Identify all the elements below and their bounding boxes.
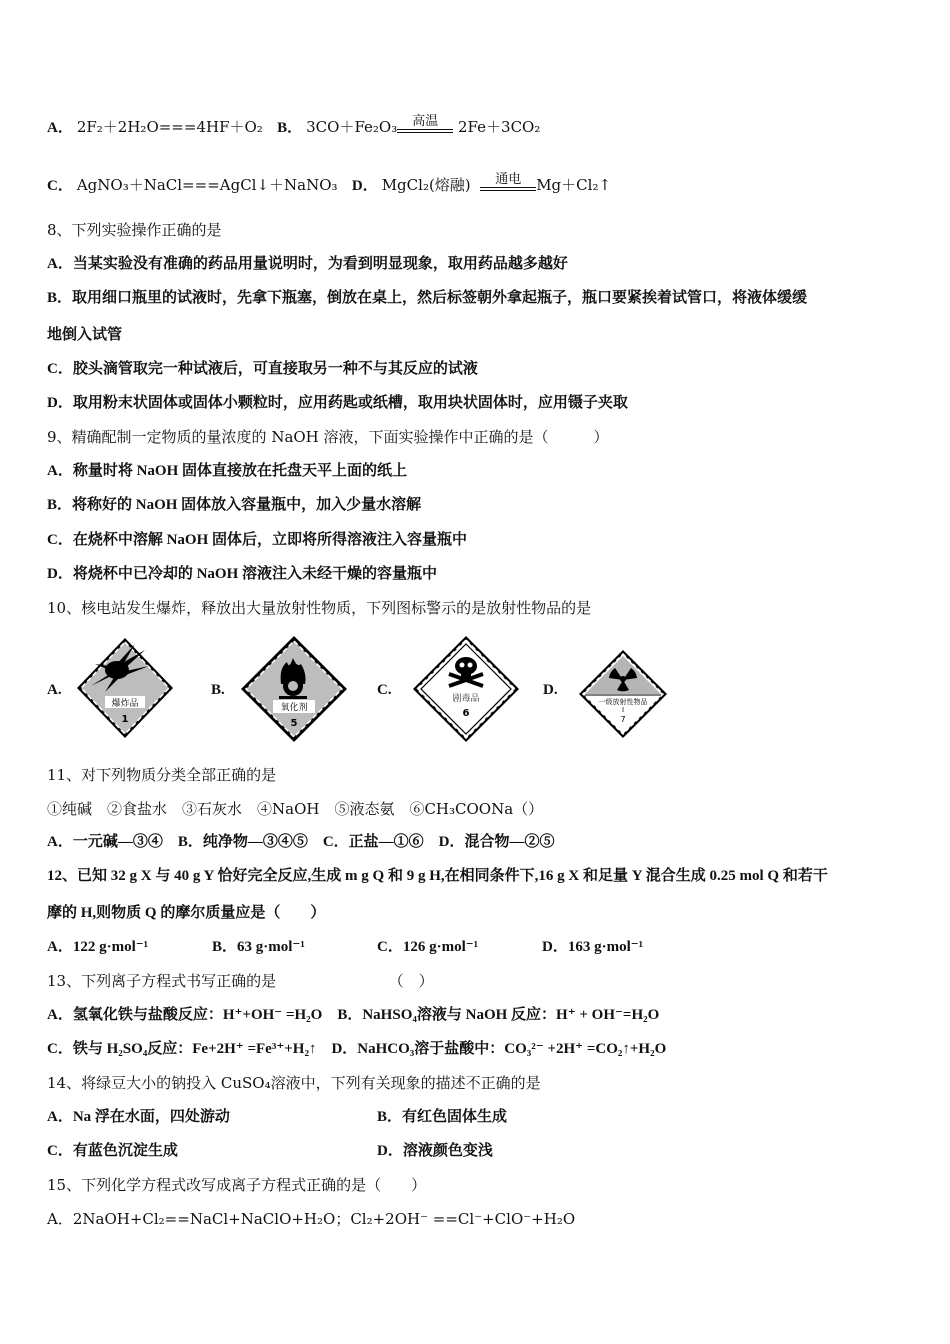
reaction-condition-heat: 高温 bbox=[397, 115, 453, 138]
q10-option-b-label: B. bbox=[211, 682, 225, 698]
oxidizer-hazard-icon bbox=[239, 634, 349, 744]
q7-option-d-label: D． bbox=[351, 178, 378, 194]
q7-option-b-lhs: 3CO＋Fe₂O₃ bbox=[306, 118, 398, 136]
q8-option-c: C．胶头滴管取完一种试液后，可直接取另一种不与其反应的试液 bbox=[47, 361, 478, 377]
q10-option-d-label: D. bbox=[543, 682, 558, 698]
toxic-hazard-icon bbox=[411, 634, 521, 744]
q7-option-b-label: B． bbox=[277, 120, 303, 136]
svg-text:6: 6 bbox=[462, 708, 470, 719]
svg-text:氧化剂: 氧化剂 bbox=[280, 703, 308, 713]
q9-option-d: D．将烧杯中已冷却的 NaOH 溶液注入未经干燥的容量瓶中 bbox=[47, 566, 438, 582]
explosive-hazard-icon bbox=[75, 636, 175, 740]
q10-stem: 10、核电站发生爆炸，释放出大量放射性物质，下列图标警示的是放射性物品的是 bbox=[47, 599, 592, 617]
q9-option-c: C．在烧杯中溶解 NaOH 固体后，立即将所得溶液注入容量瓶中 bbox=[47, 532, 468, 548]
q11-stem: 11、对下列物质分类全部正确的是 bbox=[47, 766, 277, 784]
q7-option-c-text: AgNO₃＋NaCl===AgCl↓＋NaNO₃ bbox=[76, 176, 338, 194]
hazard-icons-row bbox=[47, 636, 687, 746]
q12-option-c: C．126 g·mol⁻¹ bbox=[377, 939, 479, 955]
q12-option-d: D．163 g·mol⁻¹ bbox=[542, 939, 644, 955]
q15-stem: 15、下列化学方程式改写成离子方程式正确的是（ ） bbox=[47, 1176, 427, 1194]
q11-options: A．一元碱—③④ B．纯净物—③④⑤ C．正盐—①⑥ D．混合物—②⑤ bbox=[47, 834, 555, 850]
q14-option-c: C．有蓝色沉淀生成 bbox=[47, 1143, 178, 1159]
svg-text:爆炸品: 爆炸品 bbox=[111, 699, 139, 709]
q14-stem: 14、将绿豆大小的钠投入 CuSO₄溶液中，下列有关现象的描述不正确的是 bbox=[47, 1074, 541, 1092]
q7-option-d-rhs: Mg＋Cl₂↑ bbox=[536, 176, 612, 194]
reaction-condition-electrolysis: 通电 bbox=[480, 173, 536, 196]
q10-option-a-label: A. bbox=[47, 682, 62, 698]
q7-option-d-lhs: MgCl₂(熔融) bbox=[381, 176, 471, 194]
q8-option-a: A．当某实验没有准确的药品用量说明时，为看到明显现象，取用药品越多越好 bbox=[47, 256, 568, 272]
q7-option-a-text: 2F₂＋2H₂O===4HF＋O₂ bbox=[76, 118, 263, 136]
svg-text:一级放射性物品: 一级放射性物品 bbox=[598, 698, 648, 706]
q10-option-c-label: C. bbox=[377, 682, 392, 698]
q9-option-a: A．称量时将 NaOH 固体直接放在托盘天平上面的纸上 bbox=[47, 463, 408, 479]
q7-row-ab bbox=[47, 115, 540, 138]
svg-text:1: 1 bbox=[121, 714, 129, 725]
q7-option-a-label: A． bbox=[47, 120, 73, 136]
q13-options-ab: A．氢氧化铁与盐酸反应：H⁺+OH⁻ =H₂O B．NaHSO₄溶液与 NaOH 反应：H⁺ + OH⁻=H₂O bbox=[47, 1007, 660, 1023]
svg-text:I: I bbox=[621, 706, 625, 714]
q7-option-c-label: C． bbox=[47, 178, 73, 194]
q14-option-d: D．溶液颜色变浅 bbox=[377, 1143, 493, 1159]
q13-stem: 13、下列离子方程式书写正确的是 （ ） bbox=[47, 972, 434, 990]
q9-stem: 9、精确配制一定物质的量浓度的 NaOH 溶液，下面实验操作中正确的是（ ） bbox=[47, 428, 609, 446]
q13-options-cd: C．铁与 H₂SO₄反应：Fe+2H⁺ =Fe³⁺+H₂↑ D．NaHCO₃溶于盐酸中：CO₃²⁻ +2H⁺ =CO₂↑+H₂O bbox=[47, 1041, 667, 1057]
radioactive-hazard-icon bbox=[577, 648, 669, 740]
q8-option-d: D．取用粉末状固体或固体小颗粒时，应用药匙或纸槽，取用块状固体时，应用镊子夹取 bbox=[47, 395, 628, 411]
q12-stem-line2: 摩的 H,则物质 Q 的摩尔质量应是（ ） bbox=[47, 905, 326, 921]
svg-text:7: 7 bbox=[620, 715, 626, 724]
svg-text:剧毒品: 剧毒品 bbox=[452, 694, 480, 704]
q8-stem: 8、下列实验操作正确的是 bbox=[47, 221, 222, 239]
q12-stem-line1: 12、已知 32 g X 与 40 g Y 恰好完全反应,生成 m g Q 和 9 g H,在相同条件下,16 g X 和足量 Y 混合生成 0.25 mol Q 和若干 bbox=[47, 868, 828, 884]
q8-option-b-line2: 地倒入试管 bbox=[47, 327, 123, 343]
q9-option-b: B．将称好的 NaOH 固体放入容量瓶中，加入少量水溶解 bbox=[47, 497, 422, 513]
q11-items: ①纯碱 ②食盐水 ③石灰水 ④NaOH ⑤液态氨 ⑥CH₃COONa（） bbox=[47, 800, 544, 818]
q12-option-a: A．122 g·mol⁻¹ bbox=[47, 939, 149, 955]
svg-text:5: 5 bbox=[290, 718, 298, 729]
q15-option-a: A．2NaOH+Cl₂==NaCl+NaClO+H₂O；Cl₂+2OH⁻ ==Cl⁻+ClO⁻+H₂O bbox=[47, 1210, 576, 1228]
q14-option-a: A．Na 浮在水面，四处游动 bbox=[47, 1109, 230, 1125]
q7-option-b-rhs: 2Fe＋3CO₂ bbox=[458, 118, 541, 136]
q8-option-b-line1: B．取用细口瓶里的试液时，先拿下瓶塞，倒放在桌上，然后标签朝外拿起瓶子，瓶口要紧挨着试管口，将液体缓缓 bbox=[47, 290, 808, 306]
q7-row-cd bbox=[47, 173, 611, 196]
q14-option-b: B．有红色固体生成 bbox=[377, 1109, 508, 1125]
q12-option-b: B．63 g·mol⁻¹ bbox=[212, 939, 305, 955]
